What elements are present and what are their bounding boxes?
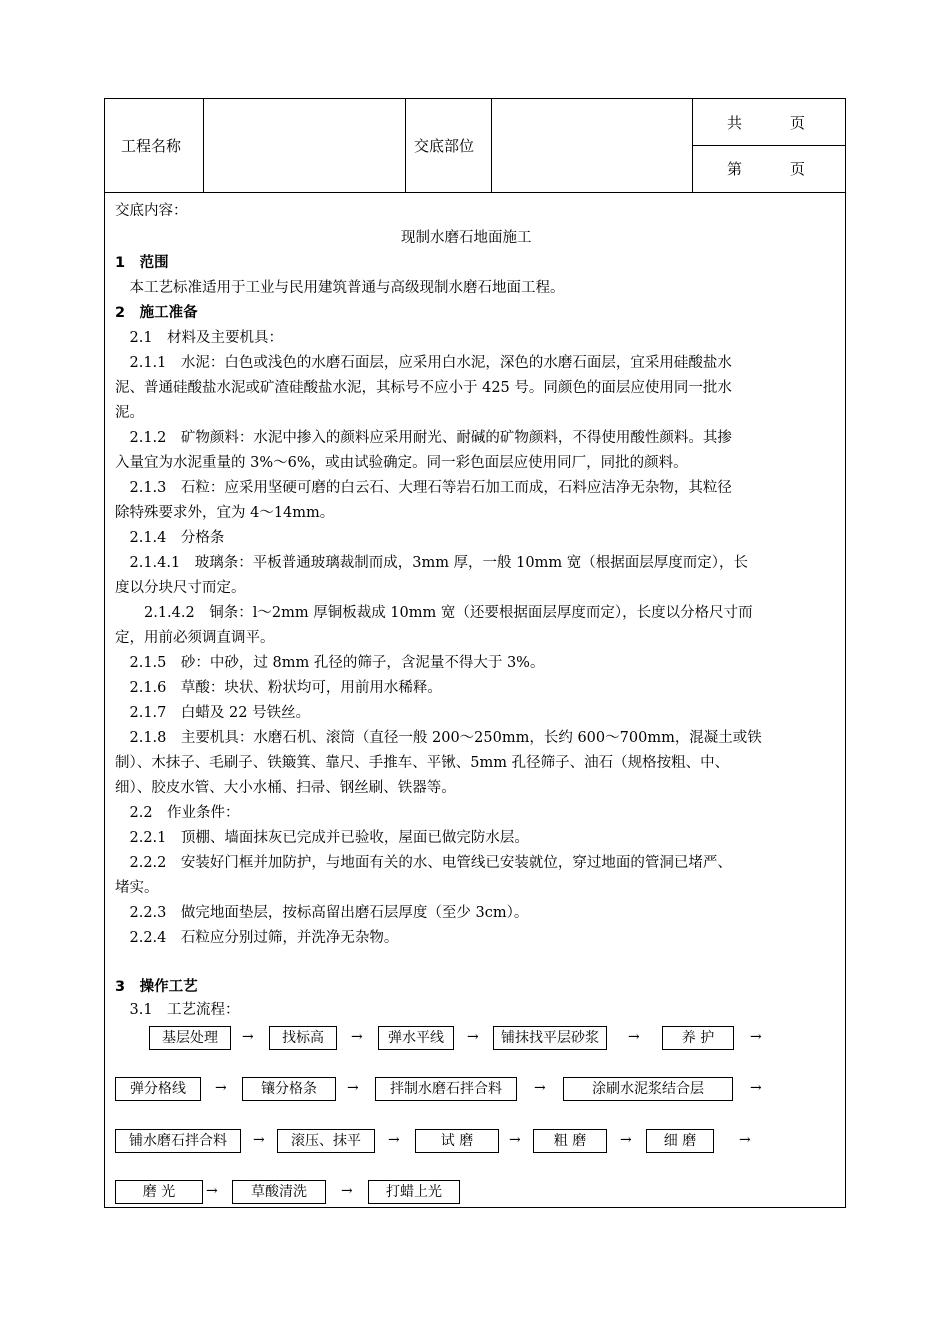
arrow-right-icon: →	[620, 1132, 632, 1148]
text-line: 2.2.3 做完地面垫层，按标高留出磨石层厚度（至少 3cm）。	[115, 905, 529, 921]
text-line: 2.1.8 主要机具：水磨石机、滚筒（直径一般 200～250mm，长约 600～700mm，混凝土或铁	[115, 730, 762, 746]
flow-step: 基层处理	[149, 1026, 231, 1050]
text-line: 制）、木抹子、毛刷子、铁簸箕、靠尺、手推车、平锹、5mm 孔径筛子、油石（规格按粗、中、	[115, 755, 730, 771]
text-line: 度以分块尺寸而定。	[115, 580, 246, 596]
section-heading: 3 操作工艺	[115, 979, 198, 995]
text-line: 泥、普通硅酸盐水泥或矿渣硅酸盐水泥，其标号不应小于 425 号。同颜色的面层应使用同一批水	[115, 380, 732, 396]
flow-step: 铺水磨石拌合料	[115, 1129, 241, 1153]
text-line: 2.1.4 分格条	[115, 530, 225, 546]
text-line: 入量宜为水泥重量的 3%～6%，或由试验确定。同一彩色面层应使用同厂，同批的颜料。	[115, 455, 688, 471]
arrow-right-icon: →	[467, 1029, 479, 1045]
section-heading: 2 施工准备	[115, 305, 198, 321]
flow-step: 找标高	[269, 1026, 337, 1050]
text-line: 2.1.4.2 铜条：l～2mm 厚铜板裁成 10mm 宽（还要根据面层厚度而定），长度以分格尺寸而	[115, 605, 753, 621]
text-line: 2.1.3 石粒：应采用坚硬可磨的白云石、大理石等岩石加工而成，石料应洁净无杂物，其粒径	[115, 480, 732, 496]
arrow-right-icon: →	[739, 1132, 751, 1148]
text-line: 2.1.6 草酸：块状、粉状均可，用前用水稀释。	[115, 680, 442, 696]
arrow-right-icon: →	[351, 1029, 363, 1045]
flow-step: 粗 磨	[533, 1129, 607, 1153]
arrow-right-icon: →	[534, 1080, 546, 1096]
arrow-right-icon: →	[215, 1080, 227, 1096]
arrow-right-icon: →	[341, 1183, 353, 1199]
section-heading: 1 范围	[115, 255, 169, 271]
arrow-right-icon: →	[750, 1029, 762, 1045]
arrow-right-icon: →	[206, 1183, 218, 1199]
flow-step: 细 磨	[646, 1129, 714, 1153]
arrow-right-icon: →	[750, 1080, 762, 1096]
flow-step: 弹水平线	[378, 1026, 454, 1050]
flow-step: 滚压、抹平	[277, 1129, 375, 1153]
divider	[203, 99, 204, 192]
text-line: 2.2 作业条件：	[115, 805, 240, 821]
arrow-right-icon: →	[347, 1080, 359, 1096]
text-line: 3.1 工艺流程：	[115, 1002, 240, 1018]
page-number: 第 页	[727, 160, 812, 178]
flow-step: 打蜡上光	[368, 1180, 460, 1204]
text-line: 2.1.5 砂：中砂，过 8mm 孔径的筛子，含泥量不得大于 3%。	[115, 655, 545, 671]
divider	[491, 99, 492, 192]
flow-step: 弹分格线	[115, 1077, 201, 1101]
flow-step: 试 磨	[415, 1129, 499, 1153]
text-line: 2.1.7 白蜡及 22 号铁丝。	[115, 705, 311, 721]
text-line: 2.2.4 石粒应分别过筛，并洗净无杂物。	[115, 930, 399, 946]
text-line: 2.1.1 水泥：白色或浅色的水磨石面层，应采用白水泥，深色的水磨石面层，宜采用硅酸盐水	[115, 355, 732, 371]
doc-title: 现制水磨石地面施工	[401, 230, 532, 246]
text-line: 2.1.2 矿物颜料：水泥中掺入的颜料应采用耐光、耐碱的矿物颜料，不得使用酸性颜料。其掺	[115, 430, 732, 446]
divider	[405, 99, 406, 192]
location-label: 交底部位	[414, 137, 475, 155]
text-line: 本工艺标准适用于工业与民用建筑普通与高级现制水磨石地面工程。	[115, 280, 565, 296]
text-line: 泥。	[115, 405, 144, 421]
header-grid	[105, 99, 845, 193]
flow-step: 磨 光	[115, 1180, 203, 1204]
text-line: 2.1 材料及主要机具：	[115, 330, 284, 346]
flow-step: 养 护	[662, 1026, 734, 1050]
arrow-right-icon: →	[253, 1132, 265, 1148]
project-name-label: 工程名称	[121, 137, 182, 155]
text-line: 2.2.1 顶棚、墙面抹灰已完成并已验收，屋面已做完防水层。	[115, 830, 529, 846]
flow-step: 拌制水磨石拌合料	[375, 1077, 517, 1101]
total-pages: 共 页	[727, 114, 812, 132]
content-label: 交底内容：	[115, 203, 188, 219]
flow-step: 草酸清洗	[232, 1180, 326, 1204]
text-line: 细）、胶皮水管、大小水桶、扫帚、钢丝刷、铁器等。	[115, 780, 456, 796]
flow-step: 铺抹找平层砂浆	[493, 1026, 607, 1050]
text-line: 2.1.4.1 玻璃条：平板普通玻璃裁制而成，3mm 厚，一般 10mm 宽（根据面层厚度而定），长	[115, 555, 748, 571]
arrow-right-icon: →	[242, 1029, 254, 1045]
text-line: 堵实。	[115, 880, 159, 896]
text-line: 定，用前必须调直调平。	[115, 630, 275, 646]
disclosure-sheet	[104, 98, 846, 1208]
arrow-right-icon: →	[388, 1132, 400, 1148]
flow-step: 镶分格条	[242, 1077, 336, 1101]
text-line: 2.2.2 安装好门框并加防护，与地面有关的水、电管线已安装就位，穿过地面的管洞已堵严、	[115, 855, 732, 871]
divider	[692, 145, 845, 146]
arrow-right-icon: →	[628, 1029, 640, 1045]
flow-step: 涂刷水泥浆结合层	[563, 1077, 733, 1101]
arrow-right-icon: →	[509, 1132, 521, 1148]
text-line: 除特殊要求外，宜为 4～14mm。	[115, 505, 335, 521]
